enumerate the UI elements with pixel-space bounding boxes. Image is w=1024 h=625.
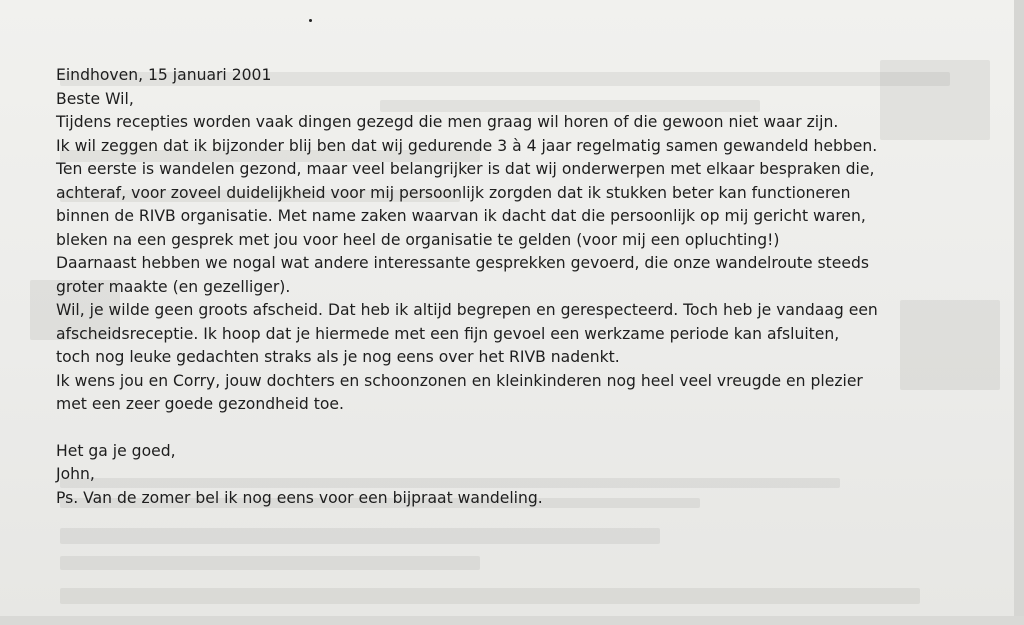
letter-line: bleken na een gesprek met jou voor heel de organisatie te gelden (voor mij een opluchting!) <box>56 230 780 249</box>
letter-body <box>56 64 986 510</box>
letter-signature: John, <box>56 465 95 483</box>
letter-line: achteraf, voor zoveel duidelijkheid voor mij persoonlijk zorgden dat ik stukken beter kan functioneren <box>56 183 851 202</box>
letter-line: met een zeer goede gezondheid toe. <box>56 395 344 413</box>
letter-line: Tijdens recepties worden vaak dingen gezegd die men graag wil horen of die gewoon niet waar zijn. <box>56 113 839 131</box>
bleed-through-mark <box>60 528 660 544</box>
letter-line: binnen de RIVB organisatie. Met name zaken waarvan ik dacht dat die persoonlijk op mij gericht waren, <box>56 207 866 225</box>
bleed-through-mark <box>60 556 480 570</box>
letter-line: toch nog leuke gedachten straks als je nog eens over het RIVB nadenkt. <box>56 348 620 366</box>
letter-line: Ik wil zeggen dat ik bijzonder blij ben dat wij gedurende 3 à 4 jaar regelmatig samen gewandeld hebben. <box>56 136 878 155</box>
letter-salutation: Beste Wil, <box>56 89 134 108</box>
dust-speck <box>309 19 312 22</box>
letter-line: Daarnaast hebben we nogal wat andere interessante gesprekken gevoerd, die onze wandelroute steeds <box>56 254 869 272</box>
bleed-through-mark <box>60 588 920 604</box>
scan-edge-right <box>1014 0 1024 625</box>
letter-line: groter maakte (en gezelliger). <box>56 277 291 296</box>
letter-line: Ten eerste is wandelen gezond, maar veel belangrijker is dat wij onderwerpen met elkaar bespraken die, <box>56 160 875 178</box>
letter-line: Ik wens jou en Corry, jouw dochters en schoonzonen en kleinkinderen nog heel veel vreugde en plezier <box>56 371 863 390</box>
scan-edge-bottom <box>0 616 1024 625</box>
letter-line: afscheidsreceptie. Ik hoop dat je hiermede met een fijn gevoel een werkzame periode kan afsluiten, <box>56 324 840 343</box>
letter-postscript: Ps. Van de zomer bel ik nog eens voor een bijpraat wandeling. <box>56 488 543 507</box>
letter-place-date: Eindhoven, 15 januari 2001 <box>56 66 272 84</box>
letter-closing: Het ga je goed, <box>56 441 176 460</box>
letter-line: Wil, je wilde geen groots afscheid. Dat heb ik altijd begrepen en gerespecteerd. Toch heb je vandaag een <box>56 301 878 319</box>
paragraph-gap <box>56 417 986 440</box>
